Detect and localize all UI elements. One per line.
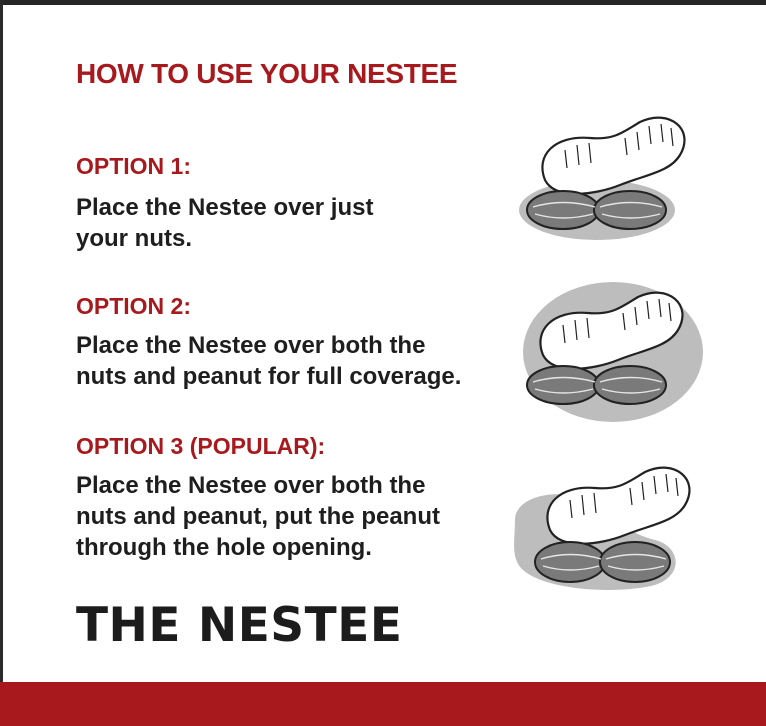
option-1-heading: OPTION 1: [76, 153, 192, 179]
option-1-line-2: your nuts. [76, 225, 193, 252]
peanut-illustration-option-1 [505, 110, 695, 245]
option-2-text [76, 330, 461, 392]
option-2-line-2: nuts and peanut for full coverage. [76, 363, 462, 390]
bottom-accent-band [0, 682, 766, 726]
option-2-heading: OPTION 2: [76, 293, 192, 319]
option-3-heading: OPTION 3 (POPULAR): [76, 433, 326, 459]
option-3-text [76, 470, 440, 563]
peanut-shape [542, 118, 684, 194]
option-3-line-2: nuts and peanut, put the peanut [76, 503, 440, 530]
option-2-line-1: Place the Nestee over both the [76, 332, 426, 359]
peanut-shape [547, 468, 689, 544]
peanut-illustration-option-2 [505, 280, 705, 425]
top-border [0, 0, 766, 5]
option-1-text [76, 192, 373, 254]
left-border [0, 0, 3, 726]
option-3-line-3: through the hole opening. [76, 534, 372, 561]
option-3-line-1: Place the Nestee over both the [76, 472, 426, 499]
brand-logo: THE NESTEE [76, 598, 403, 653]
option-1-line-1: Place the Nestee over just [76, 194, 374, 221]
page-title: HOW TO USE YOUR NESTEE [76, 58, 458, 89]
peanut-illustration-option-3 [505, 460, 700, 595]
